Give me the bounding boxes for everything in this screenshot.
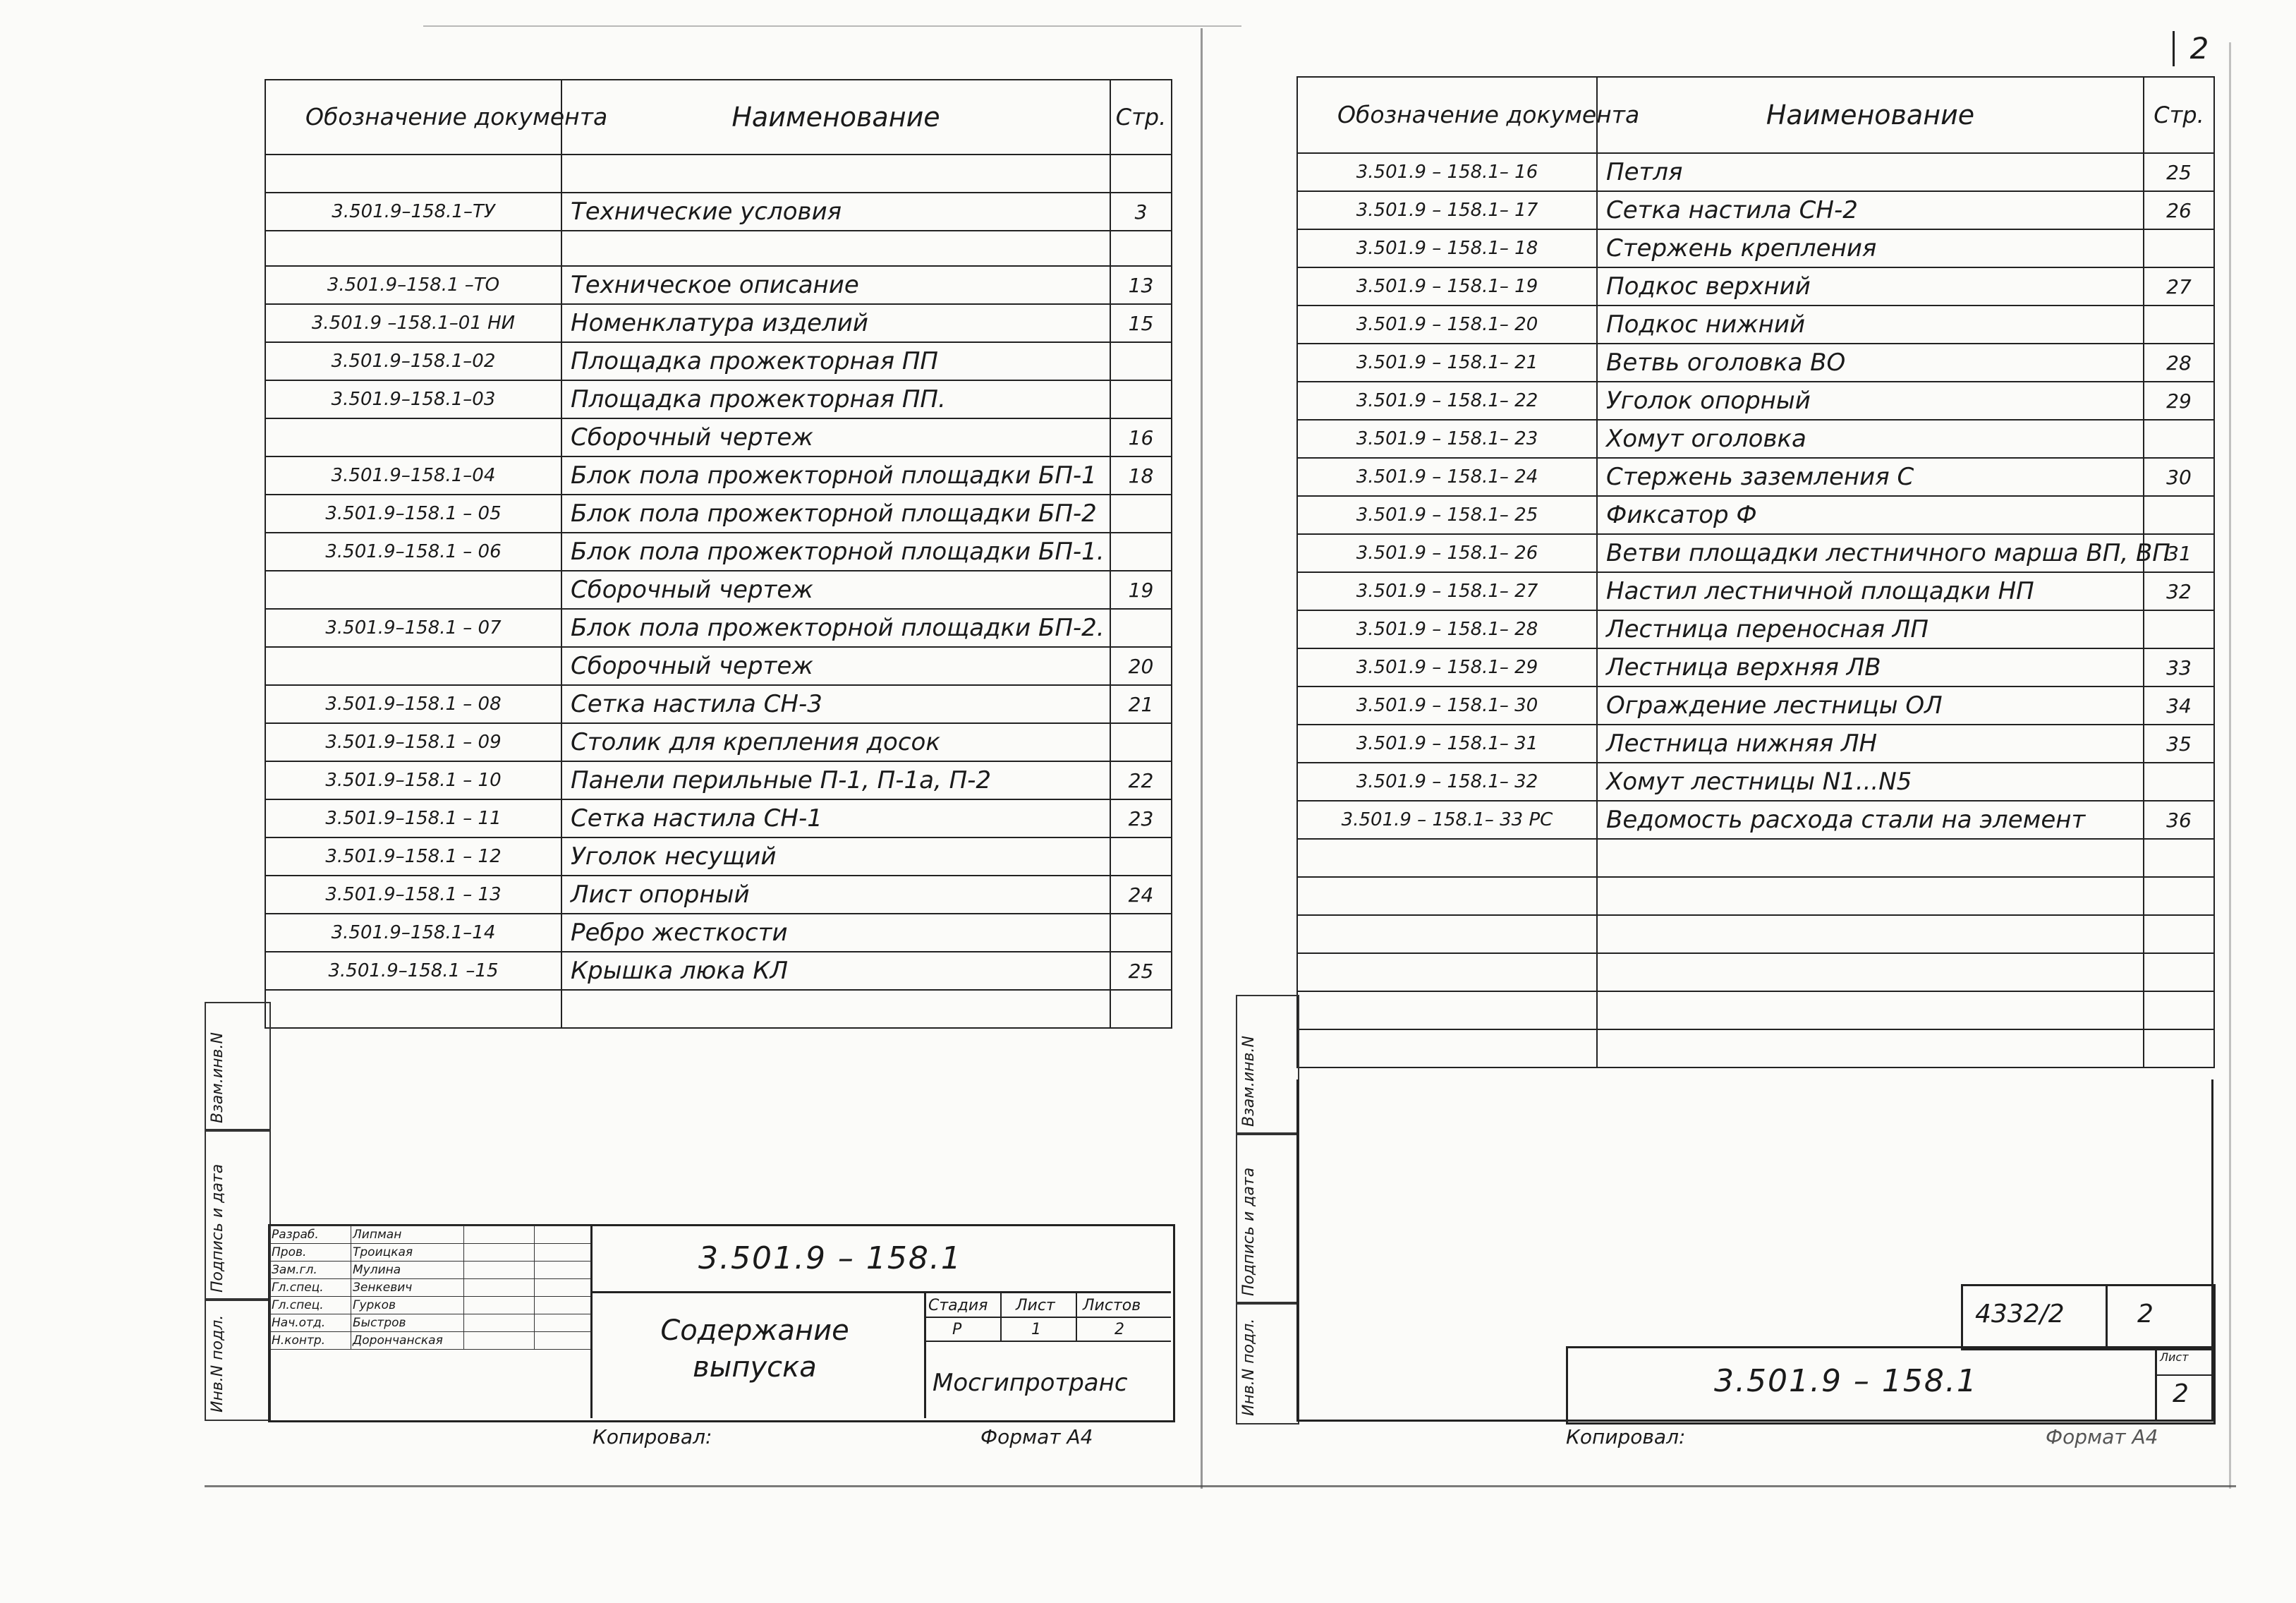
page-cell — [2144, 991, 2214, 1029]
name-cell: Ограждение лестницы ОЛ — [1597, 686, 2144, 725]
page-cell: 18 — [1110, 456, 1172, 495]
name-cell: Блок пола прожекторной площадки БП-2. — [561, 609, 1110, 647]
signature-role: Пров. — [270, 1244, 351, 1262]
table-row — [265, 609, 1172, 647]
signature-date — [535, 1244, 591, 1262]
signature-name: Троицкая — [351, 1244, 464, 1262]
name-cell: Подкос верхний — [1597, 267, 2144, 306]
table-row — [1297, 534, 2214, 572]
signature-role: Н.контр. — [270, 1332, 351, 1350]
designation-cell: 3.501.9–158.1 – 11 — [265, 799, 561, 837]
designation-cell — [265, 418, 561, 456]
page-cell: 35 — [2144, 725, 2214, 763]
page-cell — [1110, 609, 1172, 647]
page-cell: 13 — [1110, 266, 1172, 304]
page-cell: 36 — [2144, 801, 2214, 839]
table-row — [265, 876, 1172, 914]
signature-mark — [464, 1279, 535, 1297]
replacement-label: Взам.инв.N — [1240, 1036, 1258, 1127]
table-row — [265, 837, 1172, 876]
table-row — [1297, 420, 2214, 458]
designation-cell: 3.501.9–158.1 – 07 — [265, 609, 561, 647]
page-cell: 22 — [1110, 761, 1172, 799]
signature-row — [270, 1244, 591, 1262]
page-cell — [1110, 155, 1172, 193]
designation-cell: 3.501.9 – 158.1– 24 — [1297, 458, 1597, 496]
stage-vline-1 — [1000, 1291, 1002, 1341]
table-row — [265, 380, 1172, 418]
name-cell: Техническое описание — [561, 266, 1110, 304]
name-cell: Подкос нижний — [1597, 306, 2144, 344]
name-cell: Сборочный чертеж — [561, 571, 1110, 609]
stage-vline-2 — [1076, 1291, 1077, 1341]
sheet-box-label: Лист — [2160, 1350, 2189, 1364]
copied-by-label: Копировал: — [593, 1425, 712, 1448]
name-cell: Хомут оголовка — [1597, 420, 2144, 458]
name-cell: Лестница переносная ЛП — [1597, 610, 2144, 648]
page-cell: 23 — [1110, 799, 1172, 837]
sheets-label: Листов — [1083, 1297, 1141, 1314]
signature-table — [269, 1226, 591, 1350]
signature-date — [535, 1262, 591, 1279]
designation-cell: 3.501.9 – 158.1– 19 — [1297, 267, 1597, 306]
name-cell: Блок пола прожекторной площадки БП-1. — [561, 533, 1110, 571]
name-cell: Петля — [1597, 153, 2144, 191]
page-cell — [2144, 1029, 2214, 1067]
signature-date — [535, 1314, 591, 1332]
table-row — [1297, 953, 2214, 991]
designation-cell — [265, 571, 561, 609]
signature-name: Мулина — [351, 1262, 464, 1279]
page-cell — [2144, 839, 2214, 877]
name-cell: Хомут лестницы N1...N5 — [1597, 763, 2144, 801]
page-cell: 24 — [1110, 876, 1172, 914]
name-cell: Ребро жесткости — [561, 914, 1110, 952]
name-cell: Сетка настила СН-2 — [1597, 191, 2144, 229]
signature-row — [270, 1279, 591, 1297]
table-row — [1297, 267, 2214, 306]
table-row — [265, 304, 1172, 342]
inventory-number: 4332/2 — [1975, 1300, 2065, 1329]
name-cell: Площадка прожекторная ПП — [561, 342, 1110, 380]
signature-row — [270, 1262, 591, 1279]
left-contents-table — [265, 79, 1172, 1029]
table-row — [265, 723, 1172, 761]
page-cell: 21 — [1110, 685, 1172, 723]
right-sidebar-inventory — [1236, 1302, 1299, 1424]
name-cell: Сборочный чертеж — [561, 418, 1110, 456]
table-row — [1297, 153, 2214, 191]
sheet-value: 1 — [1031, 1321, 1041, 1338]
signature-name: Гурков — [351, 1297, 464, 1314]
sheets-value: 2 — [1114, 1321, 1124, 1338]
inventory-label: Инв.N подл. — [1240, 1318, 1258, 1416]
page-cell: 33 — [2144, 648, 2214, 686]
right-contents-table — [1296, 76, 2215, 1068]
page-cell — [2144, 229, 2214, 267]
name-cell — [1597, 877, 2144, 915]
designation-cell: 3.501.9 – 158.1– 29 — [1297, 648, 1597, 686]
table-row — [1297, 191, 2214, 229]
inventory-divider — [2106, 1284, 2108, 1346]
designation-cell: 3.501.9 – 158.1– 16 — [1297, 153, 1597, 191]
page-cell — [2144, 420, 2214, 458]
designation-cell: 3.501.9 – 158.1– 30 — [1297, 686, 1597, 725]
page-cell: 3 — [1110, 193, 1172, 231]
page-cell — [1110, 231, 1172, 266]
name-cell — [1597, 915, 2144, 953]
designation-cell: 3.501.9 – 158.1– 28 — [1297, 610, 1597, 648]
table-row — [265, 495, 1172, 533]
title-block-divider — [590, 1224, 593, 1418]
designation-cell: 3.501.9 – 158.1– 18 — [1297, 229, 1597, 267]
table-row — [1297, 344, 2214, 382]
signature-role: Гл.спец. — [270, 1297, 351, 1314]
table-row — [265, 799, 1172, 837]
name-cell: Сетка настила СН-3 — [561, 685, 1110, 723]
sheet-box-divider — [2155, 1346, 2157, 1420]
top-edge-line — [423, 25, 1241, 27]
name-cell: Лист опорный — [561, 876, 1110, 914]
name-cell: Лестница нижняя ЛН — [1597, 725, 2144, 763]
right-frame-left — [1296, 1079, 1299, 1422]
page-cell — [2144, 306, 2214, 344]
inventory-sheet: 2 — [2137, 1300, 2154, 1329]
signature-name: Липман — [351, 1226, 464, 1244]
page-cell: 26 — [2144, 191, 2214, 229]
signature-date — [535, 1279, 591, 1297]
page-cell: 20 — [1110, 647, 1172, 685]
designation-header: Обозначение документа — [265, 80, 561, 155]
name-cell: Технические условия — [561, 193, 1110, 231]
signature-mark — [464, 1314, 535, 1332]
page-cell: 30 — [2144, 458, 2214, 496]
name-cell: Номенклатура изделий — [561, 304, 1110, 342]
designation-cell: 3.501.9 – 158.1– 20 — [1297, 306, 1597, 344]
table-row — [1297, 382, 2214, 420]
right-sheet-value: 2 — [2173, 1379, 2189, 1408]
designation-cell — [265, 231, 561, 266]
name-cell: Ветвь оголовка ВО — [1597, 344, 2144, 382]
designation-cell — [1297, 953, 1597, 991]
table-row — [1297, 458, 2214, 496]
left-sidebar-signature — [205, 1129, 271, 1301]
name-cell — [1597, 953, 2144, 991]
sheet-number: 2 — [2173, 31, 2224, 66]
designation-cell — [265, 647, 561, 685]
signature-row — [270, 1332, 591, 1350]
name-cell: Фиксатор Ф — [1597, 496, 2144, 534]
designation-cell — [1297, 839, 1597, 877]
name-cell: Крышка люка КЛ — [561, 952, 1110, 990]
designation-cell: 3.501.9 – 158.1– 21 — [1297, 344, 1597, 382]
table-row — [265, 266, 1172, 304]
page-cell: 15 — [1110, 304, 1172, 342]
page-cell — [2144, 496, 2214, 534]
inventory-label: Инв.N подл. — [209, 1314, 226, 1413]
page-cell — [1110, 380, 1172, 418]
signature-date-label: Подпись и дата — [209, 1163, 226, 1293]
signature-role: Гл.спец. — [270, 1279, 351, 1297]
name-cell — [561, 231, 1110, 266]
signature-date — [535, 1297, 591, 1314]
designation-cell: 3.501.9–158.1 – 09 — [265, 723, 561, 761]
table-row — [1297, 496, 2214, 534]
designation-cell: 3.501.9–158.1 –15 — [265, 952, 561, 990]
name-cell — [1597, 839, 2144, 877]
signature-mark — [464, 1262, 535, 1279]
name-cell: Площадка прожекторная ПП. — [561, 380, 1110, 418]
page-cell — [2144, 610, 2214, 648]
page-cell — [2144, 915, 2214, 953]
name-cell: Настил лестничной площадки НП — [1597, 572, 2144, 610]
designation-cell: 3.501.9 – 158.1– 26 — [1297, 534, 1597, 572]
table-row — [1297, 915, 2214, 953]
table-row — [1297, 610, 2214, 648]
designation-cell: 3.501.9 – 158.1– 33 РС — [1297, 801, 1597, 839]
bottom-edge-line — [205, 1485, 2236, 1487]
name-cell: Стержень крепления — [1597, 229, 2144, 267]
designation-cell — [1297, 877, 1597, 915]
stage-hline-1 — [924, 1317, 1171, 1318]
name-cell — [561, 155, 1110, 193]
page-cell — [1110, 723, 1172, 761]
table-row — [1297, 763, 2214, 801]
page-cell: 29 — [2144, 382, 2214, 420]
page-fold-line — [1201, 28, 1203, 1489]
table-row — [265, 456, 1172, 495]
name-cell: Блок пола прожекторной площадки БП-2 — [561, 495, 1110, 533]
signature-date — [535, 1332, 591, 1350]
table-row — [265, 342, 1172, 380]
designation-cell: 3.501.9–158.1–03 — [265, 380, 561, 418]
designation-cell: 3.501.9 – 158.1– 32 — [1297, 763, 1597, 801]
designation-cell — [1297, 991, 1597, 1029]
page-cell: 28 — [2144, 344, 2214, 382]
designation-cell: 3.501.9 – 158.1– 31 — [1297, 725, 1597, 763]
page-cell: 16 — [1110, 418, 1172, 456]
name-cell: Панели перильные П-1, П-1а, П-2 — [561, 761, 1110, 799]
left-sidebar-replacement — [205, 1002, 271, 1132]
table-row — [265, 685, 1172, 723]
designation-cell: 3.501.9–158.1 – 06 — [265, 533, 561, 571]
signature-mark — [464, 1332, 535, 1350]
sheet-label: Лист — [1016, 1297, 1055, 1314]
signature-row — [270, 1314, 591, 1332]
page-cell — [1110, 495, 1172, 533]
name-cell: Уголок несущий — [561, 837, 1110, 876]
signature-row — [270, 1226, 591, 1244]
stage-value: Р — [952, 1321, 962, 1338]
page-cell — [2144, 763, 2214, 801]
name-cell: Уголок опорный — [1597, 382, 2144, 420]
table-row — [265, 990, 1172, 1028]
signature-mark — [464, 1226, 535, 1244]
table-row — [1297, 877, 2214, 915]
page-cell: 19 — [1110, 571, 1172, 609]
name-cell: Стержень заземления С — [1597, 458, 2144, 496]
page-cell: 34 — [2144, 686, 2214, 725]
designation-cell — [265, 990, 561, 1028]
table-row — [265, 647, 1172, 685]
page-cell: 25 — [2144, 153, 2214, 191]
name-cell: Сетка настила СН-1 — [561, 799, 1110, 837]
title-block-hline — [590, 1291, 1171, 1293]
designation-cell: 3.501.9–158.1 –ТО — [265, 266, 561, 304]
name-cell: Столик для крепления досок — [561, 723, 1110, 761]
signature-role: Разраб. — [270, 1226, 351, 1244]
name-cell: Лестница верхняя ЛВ — [1597, 648, 2144, 686]
signature-mark — [464, 1244, 535, 1262]
page-cell: 31 — [2144, 534, 2214, 572]
table-row — [265, 952, 1172, 990]
designation-cell: 3.501.9 – 158.1– 22 — [1297, 382, 1597, 420]
designation-header: Обозначение документа — [1297, 77, 1597, 153]
table-row — [1297, 686, 2214, 725]
name-cell — [1597, 1029, 2144, 1067]
page-cell — [2144, 877, 2214, 915]
signature-date-label: Подпись и дата — [1240, 1167, 1258, 1296]
title-col-divider — [924, 1291, 926, 1418]
designation-cell: 3.501.9 – 158.1– 23 — [1297, 420, 1597, 458]
designation-cell — [1297, 915, 1597, 953]
replacement-label: Взам.инв.N — [209, 1032, 226, 1123]
page-header: Стр. — [2144, 77, 2214, 153]
designation-cell: 3.501.9 – 158.1– 17 — [1297, 191, 1597, 229]
name-cell: Ветви площадки лестничного марша ВП, ВП — [1597, 534, 2144, 572]
designation-cell: 3.501.9–158.1 – 10 — [265, 761, 561, 799]
left-doc-code: 3.501.9 – 158.1 — [698, 1240, 962, 1276]
page-cell — [1110, 342, 1172, 380]
sheet-box-hline — [2155, 1374, 2211, 1376]
designation-cell: 3.501.9 –158.1–01 НИ — [265, 304, 561, 342]
page-cell — [1110, 533, 1172, 571]
designation-cell — [265, 155, 561, 193]
left-sidebar-inventory — [205, 1298, 271, 1421]
page-cell: 27 — [2144, 267, 2214, 306]
designation-cell — [1297, 1029, 1597, 1067]
designation-cell: 3.501.9 – 158.1– 25 — [1297, 496, 1597, 534]
right-edge-line — [2229, 42, 2231, 1489]
signature-name: Зенкевич — [351, 1279, 464, 1297]
table-row — [1297, 725, 2214, 763]
name-cell: Ведомость расхода стали на элемент — [1597, 801, 2144, 839]
name-cell — [561, 990, 1110, 1028]
signature-mark — [464, 1297, 535, 1314]
designation-cell: 3.501.9 – 158.1– 27 — [1297, 572, 1597, 610]
table-row — [265, 533, 1172, 571]
right-sidebar-replacement — [1236, 995, 1299, 1135]
signature-name: Дорончанская — [351, 1332, 464, 1350]
table-row — [265, 571, 1172, 609]
stage-hline-2 — [924, 1341, 1171, 1342]
table-row — [1297, 229, 2214, 267]
page-cell — [1110, 837, 1172, 876]
designation-cell: 3.501.9–158.1–04 — [265, 456, 561, 495]
designation-cell: 3.501.9–158.1 – 13 — [265, 876, 561, 914]
organization-name: Мосгипротранс — [933, 1369, 1128, 1397]
designation-cell: 3.501.9–158.1 – 08 — [265, 685, 561, 723]
page-cell: 32 — [2144, 572, 2214, 610]
page-header: Стр. — [1110, 80, 1172, 155]
table-row — [265, 231, 1172, 266]
document-title: Содержание выпуска — [660, 1314, 849, 1384]
signature-name: Быстров — [351, 1314, 464, 1332]
table-row — [1297, 648, 2214, 686]
table-row — [1297, 991, 2214, 1029]
right-doc-code: 3.501.9 – 158.1 — [1714, 1363, 1978, 1399]
page-cell: 25 — [1110, 952, 1172, 990]
page-cell — [1110, 990, 1172, 1028]
table-row — [1297, 839, 2214, 877]
table-row — [1297, 801, 2214, 839]
stage-label: Стадия — [928, 1297, 988, 1314]
table-row — [1297, 306, 2214, 344]
signature-role: Нач.отд. — [270, 1314, 351, 1332]
name-header: Наименование — [561, 80, 1110, 155]
right-sidebar-signature — [1236, 1132, 1299, 1305]
name-header: Наименование — [1597, 77, 2144, 153]
format-label: Формат А4 — [2046, 1425, 2158, 1448]
table-row — [265, 914, 1172, 952]
table-row — [265, 761, 1172, 799]
designation-cell: 3.501.9–158.1–ТУ — [265, 193, 561, 231]
name-cell: Сборочный чертеж — [561, 647, 1110, 685]
designation-cell: 3.501.9–158.1–02 — [265, 342, 561, 380]
signature-role: Зам.гл. — [270, 1262, 351, 1279]
table-row — [265, 155, 1172, 193]
designation-cell: 3.501.9–158.1 – 12 — [265, 837, 561, 876]
designation-cell: 3.501.9–158.1–14 — [265, 914, 561, 952]
copied-by-label: Копировал: — [1566, 1425, 1686, 1448]
page-cell — [2144, 953, 2214, 991]
signature-row — [270, 1297, 591, 1314]
table-row — [1297, 572, 2214, 610]
page-cell — [1110, 914, 1172, 952]
format-label: Формат А4 — [980, 1425, 1093, 1448]
table-row — [1297, 1029, 2214, 1067]
table-row — [265, 193, 1172, 231]
signature-date — [535, 1226, 591, 1244]
name-cell — [1597, 991, 2144, 1029]
table-row — [265, 418, 1172, 456]
name-cell: Блок пола прожекторной площадки БП-1 — [561, 456, 1110, 495]
designation-cell: 3.501.9–158.1 – 05 — [265, 495, 561, 533]
